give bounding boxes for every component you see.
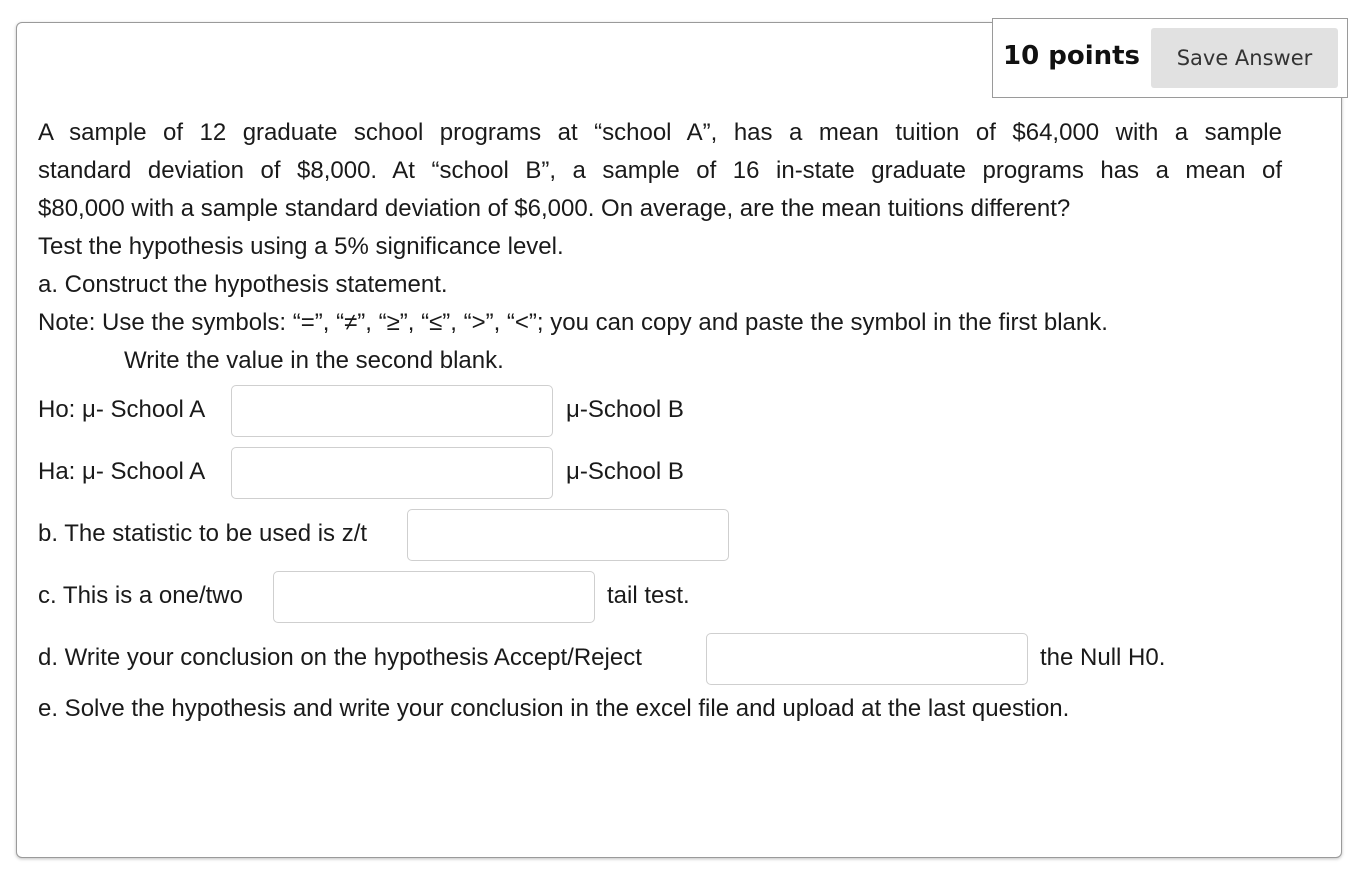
question-text-line-1: A sample of 12 graduate school programs at “school A”, has a mean tuition of $64,000 with a sample bbox=[38, 119, 1282, 146]
part-b-label: b. The statistic to be used is z/t bbox=[38, 520, 368, 547]
ho-suffix-label: μ-School B bbox=[566, 396, 684, 423]
part-e-text: e. Solve the hypothesis and write your conclusion in the excel file and upload at the last question. bbox=[38, 695, 1070, 722]
ho-answer-input[interactable] bbox=[231, 385, 553, 437]
part-c-suffix-label: tail test. bbox=[607, 582, 690, 609]
question-text-line-3: $80,000 with a sample standard deviation of $6,000. On average, are the mean tuitions different? bbox=[38, 195, 1071, 222]
question-text-line-2: standard deviation of $8,000. At “school B”, a sample of 16 in-state graduate programs has a mean of bbox=[38, 157, 1282, 184]
ha-suffix-label: μ-School B bbox=[566, 458, 684, 485]
save-answer-button[interactable]: Save Answer bbox=[1151, 28, 1338, 88]
statistic-answer-input[interactable] bbox=[407, 509, 729, 561]
ha-prefix-label: Ha: μ- School A bbox=[38, 458, 206, 485]
note-second-text: Write the value in the second blank. bbox=[124, 347, 504, 374]
part-d-suffix-label: the Null H0. bbox=[1040, 644, 1166, 671]
part-c-label: c. This is a one/two bbox=[38, 582, 243, 609]
ho-prefix-label: Ho: μ- School A bbox=[38, 396, 206, 423]
tail-answer-input[interactable] bbox=[273, 571, 595, 623]
ha-answer-input[interactable] bbox=[231, 447, 553, 499]
note-text: Note: Use the symbols: “=”, “≠”, “≥”, “≤”, “>”, “<”; you can copy and paste the symbol in the first blank. bbox=[38, 309, 1108, 336]
part-a-text: a. Construct the hypothesis statement. bbox=[38, 271, 448, 298]
conclusion-answer-input[interactable] bbox=[706, 633, 1028, 685]
points-label: 10 points bbox=[1003, 41, 1141, 71]
part-d-label: d. Write your conclusion on the hypothesis Accept/Reject bbox=[38, 644, 642, 671]
points-header bbox=[992, 18, 1348, 98]
significance-text: Test the hypothesis using a 5% significance level. bbox=[38, 233, 564, 260]
